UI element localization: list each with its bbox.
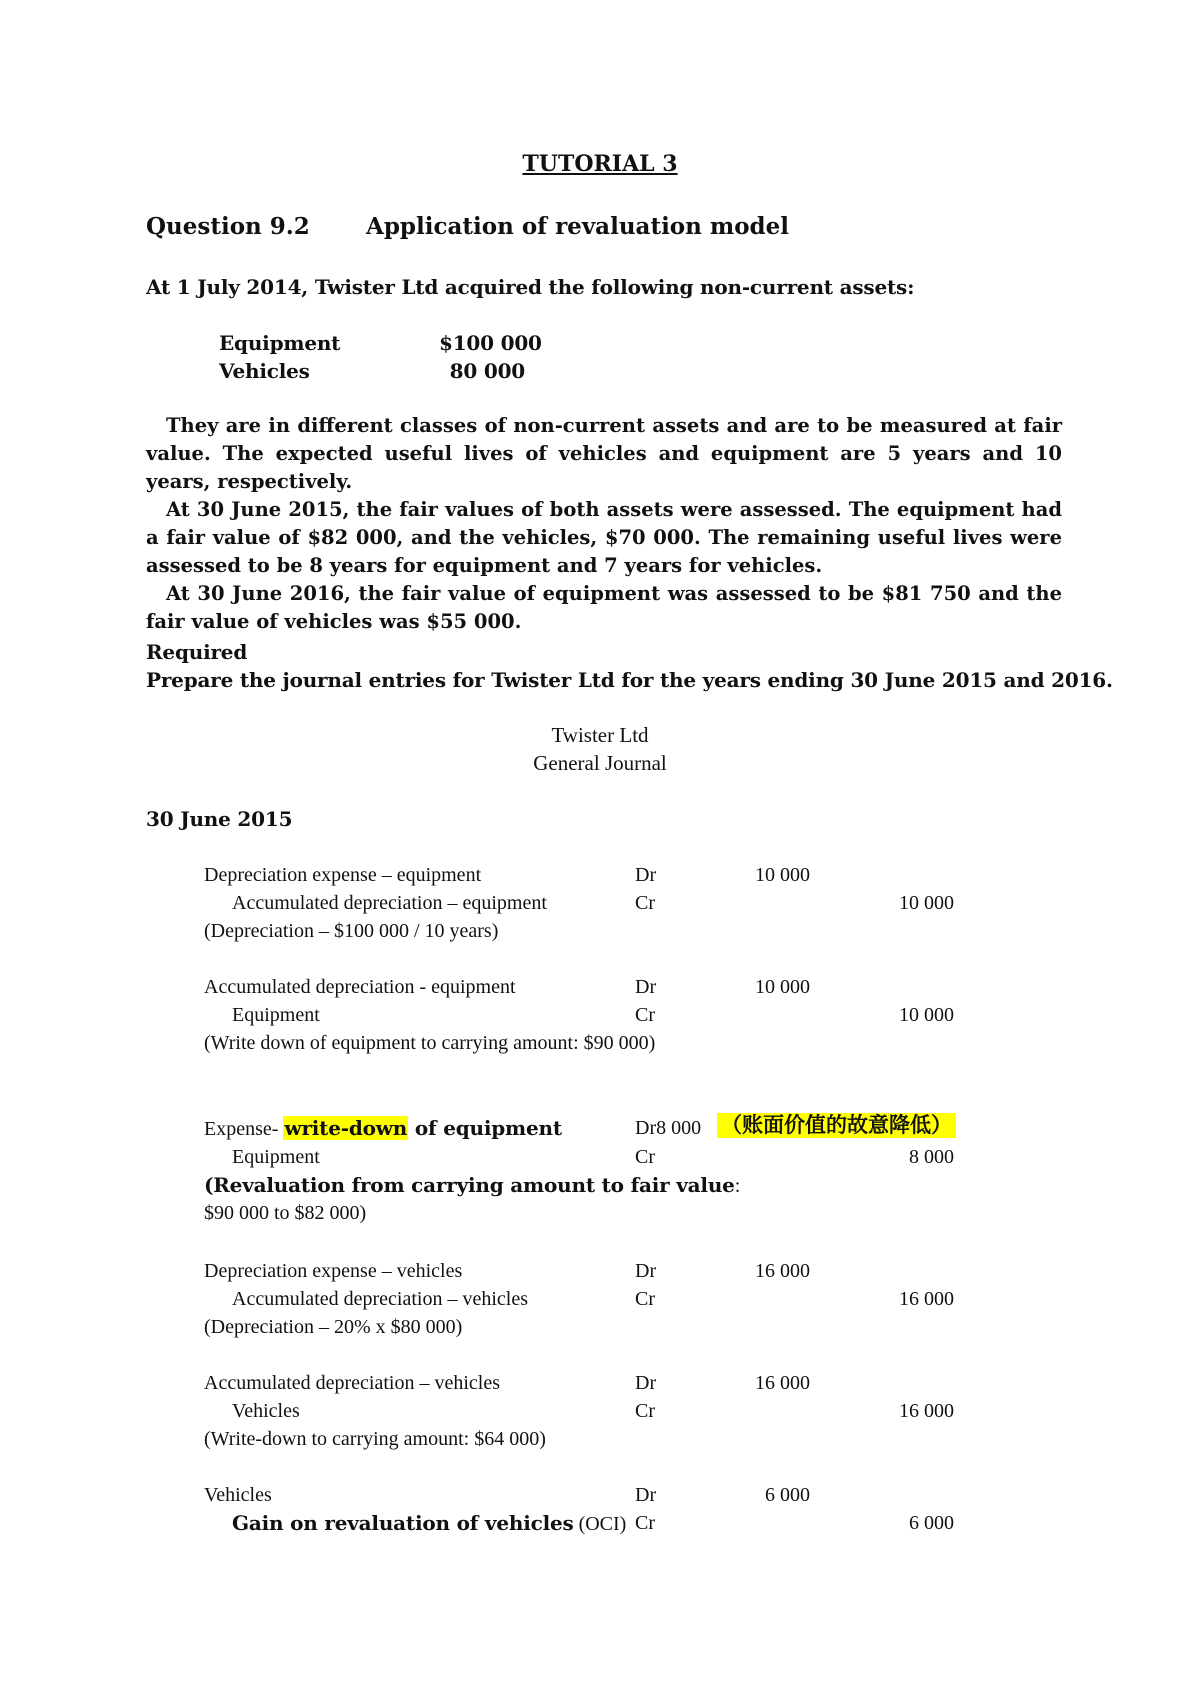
- question-number: Question 9.2: [146, 213, 310, 240]
- entry-3-narration-colon: :: [734, 1175, 741, 1197]
- entry-3-dr-prefix: Expense-: [204, 1118, 284, 1140]
- paragraph-2015-fair-values: At 30 June 2015, the fair values of both assets were assessed. The equipment had a fair value of $82 000, and the vehicles, $70 000. The remaining useful lives were assessed to be 8 years for equipment and 7 years for vehicles.: [146, 498, 1062, 577]
- asset-value-equipment: $100 000: [439, 331, 542, 355]
- entry-1-cr-amount: 10 000: [899, 892, 954, 914]
- entry-4-narration: (Depreciation – 20% x $80 000): [204, 1316, 463, 1338]
- entry-1-cr-label: Cr: [635, 892, 655, 914]
- entry-5-cr-amount: 16 000: [899, 1400, 954, 1422]
- asset-name-vehicles: Vehicles: [219, 359, 310, 383]
- entry-3-dr-suffix: of equipment: [408, 1116, 562, 1140]
- entry-6-dr-label: Dr: [635, 1484, 657, 1506]
- entry-6-cr-account-suffix: (OCI): [573, 1513, 627, 1535]
- entry-2-cr-account: Equipment: [232, 1004, 320, 1026]
- question-title: Application of revaluation model: [366, 213, 790, 240]
- entry-2-dr-account: Accumulated depreciation - equipment: [204, 976, 516, 998]
- entry-6-cr-account: [232, 1513, 626, 1534]
- entry-4-cr-account: Accumulated depreciation – vehicles: [232, 1288, 528, 1310]
- entry-3-narration-bold: (Revaluation from carrying amount to fair value: [204, 1173, 735, 1197]
- entry-3-narration: [204, 1175, 740, 1196]
- paragraph-classes: They are in different classes of non-current assets and are to be measured at fair value. The expected useful lives of vehicles and equipment are 5 years and 10 years, respectively.: [146, 414, 1062, 493]
- entry-4-dr-amount: 16 000: [755, 1260, 810, 1282]
- entry-3-narration-line2: $90 000 to $82 000): [204, 1202, 367, 1224]
- entry-5-dr-account: Accumulated depreciation – vehicles: [204, 1372, 500, 1394]
- entry-2-cr-label: Cr: [635, 1004, 655, 1026]
- entry-4-cr-amount: 16 000: [899, 1288, 954, 1310]
- entry-1-dr-account: Depreciation expense – equipment: [204, 864, 482, 886]
- entry-3-dr-inline: Dr8 000: [635, 1117, 702, 1139]
- entry-3-cr-amount: 8 000: [909, 1146, 954, 1168]
- entry-3-cr-label: Cr: [635, 1146, 655, 1168]
- entry-4-dr-account: Depreciation expense – vehicles: [204, 1260, 463, 1282]
- journal-company: Twister Ltd: [551, 723, 649, 747]
- asset-name-equipment: Equipment: [219, 331, 341, 355]
- required-label: Required: [146, 640, 248, 664]
- entry-1-dr-label: Dr: [635, 864, 657, 886]
- entry-3-write-down-highlight: write-down: [284, 1116, 408, 1140]
- entry-5-dr-label: Dr: [635, 1372, 657, 1394]
- required-text: Prepare the journal entries for Twister Ltd for the years ending 30 June 2015 and 2016.: [146, 668, 1113, 692]
- entry-3-dr-account: [204, 1118, 562, 1139]
- tutorial-title: TUTORIAL 3: [522, 151, 678, 177]
- entry-5-cr-account: Vehicles: [232, 1400, 300, 1422]
- entry-1-dr-amount: 10 000: [755, 864, 810, 886]
- entry-5-dr-amount: 16 000: [755, 1372, 810, 1394]
- entry-3-cr-account: Equipment: [232, 1146, 320, 1168]
- paragraph-2016-fair-values: At 30 June 2016, the fair value of equipment was assessed to be $81 750 and the fair value of vehicles was $55 000.: [146, 582, 1062, 633]
- entry-4-cr-label: Cr: [635, 1288, 655, 1310]
- entry-2-cr-amount: 10 000: [899, 1004, 954, 1026]
- entry-6-dr-amount: 6 000: [765, 1484, 810, 1506]
- entry-6-cr-account-bold: Gain on revaluation of vehicles: [232, 1511, 574, 1535]
- entry-1-cr-account: Accumulated depreciation – equipment: [232, 892, 547, 914]
- entry-2-dr-label: Dr: [635, 976, 657, 998]
- entry-3-annotation-note: （账面价值的故意降低）: [717, 1113, 956, 1138]
- entry-6-cr-label: Cr: [635, 1512, 655, 1534]
- entry-5-narration: (Write-down to carrying amount: $64 000): [204, 1428, 546, 1450]
- entry-2-dr-amount: 10 000: [755, 976, 810, 998]
- asset-value-vehicles: 80 000: [449, 359, 525, 383]
- entry-6-cr-amount: 6 000: [909, 1512, 954, 1534]
- entry-2-narration: (Write down of equipment to carrying amount: $90 000): [204, 1032, 656, 1054]
- intro-text: At 1 July 2014, Twister Ltd acquired the following non-current assets:: [146, 275, 915, 299]
- entry-1-narration: (Depreciation – $100 000 / 10 years): [204, 920, 499, 942]
- journal-date: 30 June 2015: [146, 807, 293, 831]
- entry-4-dr-label: Dr: [635, 1260, 657, 1282]
- entry-6-dr-account: Vehicles: [204, 1484, 272, 1506]
- journal-title: General Journal: [533, 751, 667, 775]
- entry-5-cr-label: Cr: [635, 1400, 655, 1422]
